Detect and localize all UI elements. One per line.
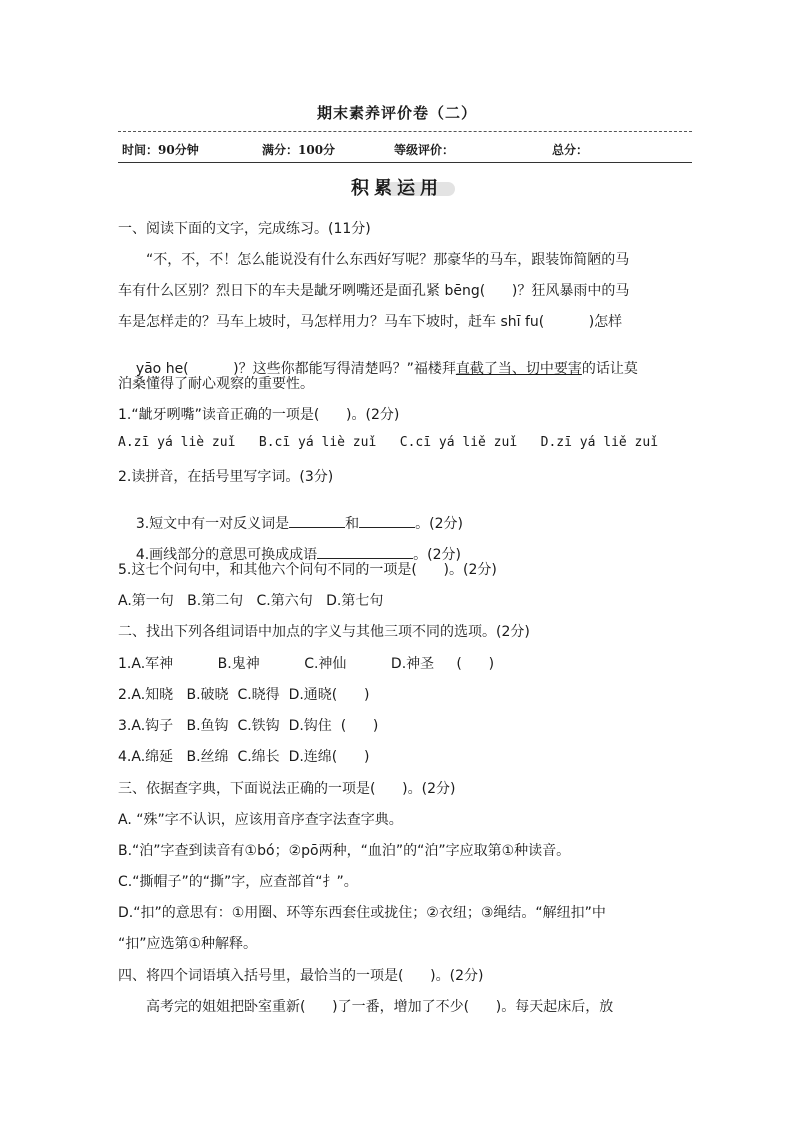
grade-label: 等级评价： bbox=[394, 143, 455, 157]
q1-sub4-score: 。(2分) bbox=[413, 547, 462, 563]
q1-sub4-text: 4.画线部分的意思可换成成语 bbox=[135, 547, 318, 563]
q2-heading: 二、找出下列各组词语中加点的字义与其他三项不同的选项。(2分) bbox=[118, 624, 530, 640]
q1-sub5: 5.这七个问句中，和其他六个问句不同的一项是( )。(2分) bbox=[118, 562, 497, 578]
total-score-label: 总分： bbox=[552, 143, 589, 157]
q1-sub3-score: 。(2分) bbox=[415, 516, 464, 532]
q1-passage-line-2: 车有什么区别？烈日下的车夫是龇牙咧嘴还是面孔紧 bēng( )？狂风暴雨中的马 bbox=[118, 283, 630, 299]
q1-passage-line-4-start: yāo he( )？这些你都能写得清楚吗？”福楼拜 bbox=[135, 361, 456, 377]
q3-option-a: A. “殊”字不认识，应该用音序查字法查字典。 bbox=[118, 812, 403, 828]
q1-passage-line-4-end: 的话让莫 bbox=[581, 361, 638, 377]
q3-option-b: B.“泊”字查到读音有①bó；②pō两种，“血泊”的“泊”字应取第①种读音。 bbox=[118, 843, 571, 859]
q1-heading: 一、阅读下面的文字，完成练习。(11分) bbox=[118, 221, 371, 237]
q1-passage-line-5: 泊桑懂得了耐心观察的重要性。 bbox=[118, 376, 314, 392]
q2-row-2: 2.A.知晓 B.破晓 C.晓得 D.通晓( ) bbox=[118, 687, 370, 703]
answer-blank-3[interactable] bbox=[317, 546, 413, 559]
q4-passage-line-1: 高考完的姐姐把卧室重新( )了一番，增加了不少( )。每天起床后，放 bbox=[146, 999, 614, 1015]
exam-title: 期末素养评价卷（二） bbox=[316, 104, 477, 122]
dashed-divider bbox=[118, 131, 692, 132]
q1-sub3-and: 和 bbox=[345, 516, 360, 532]
section-heading bbox=[0, 174, 794, 200]
q1-sub2: 2.读拼音，在括号里写字词。(3分) bbox=[118, 469, 334, 485]
q3-heading: 三、依据查字典，下面说法正确的一项是( )。(2分) bbox=[118, 781, 456, 797]
q1-sub1: 1.“龇牙咧嘴”读音正确的一项是( )。(2分) bbox=[118, 407, 400, 423]
q2-row-1: 1.A.军神 B.鬼神 C.神仙 D.神圣 ( ) bbox=[118, 656, 495, 672]
time-label: 时间：90分钟 bbox=[122, 143, 199, 157]
q4-heading: 四、将四个词语填入括号里，最恰当的一项是( )。(2分) bbox=[118, 968, 484, 984]
answer-blank-2[interactable] bbox=[359, 515, 415, 528]
q1-passage-line-3: 车是怎样走的？马车上坡时，马怎样用力？马车下坡时，赶车 shī fu( )怎样 bbox=[118, 314, 623, 330]
q1-sub5-options: A.第一句 B.第二句 C.第六句 D.第七句 bbox=[118, 593, 384, 609]
section-heading-text: 积累运用 bbox=[351, 178, 443, 199]
underlined-phrase: 直截了当、切中要害 bbox=[455, 361, 582, 377]
q3-option-d-line-2: “扣”应选第①种解释。 bbox=[118, 936, 258, 952]
q1-sub1-options: A.zī yá liè zuǐ B.cī yá liè zuǐ C.cī yá liě zuǐ D.zī yá liě zuǐ bbox=[118, 435, 659, 450]
solid-divider bbox=[118, 162, 692, 163]
q2-row-3: 3.A.钩子 B.鱼钩 C.铁钩 D.钩住 ( ) bbox=[118, 718, 379, 734]
full-score-label: 满分：100分 bbox=[262, 143, 336, 157]
q3-option-d-line-1: D.“扣”的意思有：①用圈、环等东西套住或拢住；②衣纽；③绳结。“解纽扣”中 bbox=[118, 905, 606, 921]
q1-sub3-text: 3.短文中有一对反义词是 bbox=[135, 516, 290, 532]
q3-option-c: C.“撕帽子”的“撕”字，应查部首“扌”。 bbox=[118, 874, 358, 890]
exam-info-bar bbox=[118, 141, 692, 159]
q2-row-4: 4.A.绵延 B.丝绵 C.绵长 D.连绵( ) bbox=[118, 749, 370, 765]
answer-blank-1[interactable] bbox=[289, 515, 345, 528]
q1-passage-line-1: “不，不，不！怎么能说没有什么东西好写呢？那豪华的马车，跟装饰简陋的马 bbox=[146, 252, 630, 268]
